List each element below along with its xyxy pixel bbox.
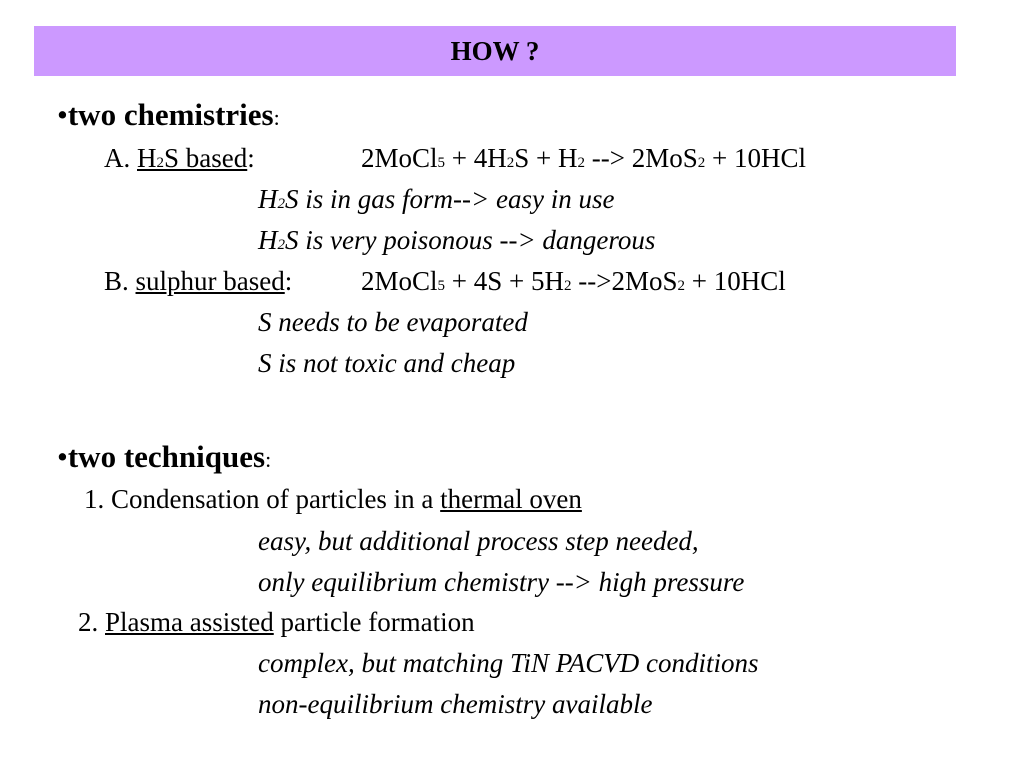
item-a-prefix: A. xyxy=(104,143,137,173)
item-b-note-2: S is not toxic and cheap xyxy=(258,348,516,378)
item-1-note-1: easy, but additional process step needed, xyxy=(258,526,699,556)
section-heading-chemistries xyxy=(57,99,280,130)
item-2-note-2: non-equilibrium chemistry available xyxy=(258,689,653,719)
item-2-underlined: Plasma assisted xyxy=(105,607,274,637)
title-bar xyxy=(34,26,956,76)
item-a-colon: : xyxy=(247,143,255,173)
heading-colon: : xyxy=(273,105,280,130)
bullet: • xyxy=(57,97,68,132)
item-a-note-1: H2S is in gas form--> easy in use xyxy=(258,184,615,214)
page-title: HOW ? xyxy=(450,35,540,66)
section-heading-techniques xyxy=(57,441,271,472)
item-1-note-2: only equilibrium chemistry --> high pressure xyxy=(258,567,745,597)
item-2-suffix: particle formation xyxy=(273,607,475,637)
item-1-prefix: 1. Condensation of particles in a xyxy=(84,484,441,514)
item-2-note-1: complex, but matching TiN PACVD conditions xyxy=(258,648,759,678)
item-1-underlined: thermal oven xyxy=(440,484,582,514)
heading-colon: : xyxy=(265,447,272,472)
item-a-label: H2S based xyxy=(137,143,248,173)
item-a-note-2: H2S is very poisonous --> dangerous xyxy=(258,225,656,255)
item-a-equation: 2MoCl5 + 4H2S + H2 --> 2MoS2 + 10HCl xyxy=(361,143,806,173)
heading-text: two techniques xyxy=(67,439,266,474)
item-2-line xyxy=(78,609,475,636)
item-b-note-1: S needs to be evaporated xyxy=(258,307,528,337)
item-b-prefix: B. xyxy=(104,266,136,296)
item-2-prefix: 2. xyxy=(78,607,105,637)
item-a-line xyxy=(104,145,255,172)
item-b-line xyxy=(104,268,292,295)
bullet: • xyxy=(57,439,68,474)
item-b-equation: 2MoCl5 + 4S + 5H2 -->2MoS2 + 10HCl xyxy=(361,266,786,296)
item-1-line xyxy=(84,486,582,513)
heading-text: two chemistries xyxy=(67,97,274,132)
item-b-label: sulphur based xyxy=(135,266,285,296)
item-b-colon: : xyxy=(284,266,293,296)
